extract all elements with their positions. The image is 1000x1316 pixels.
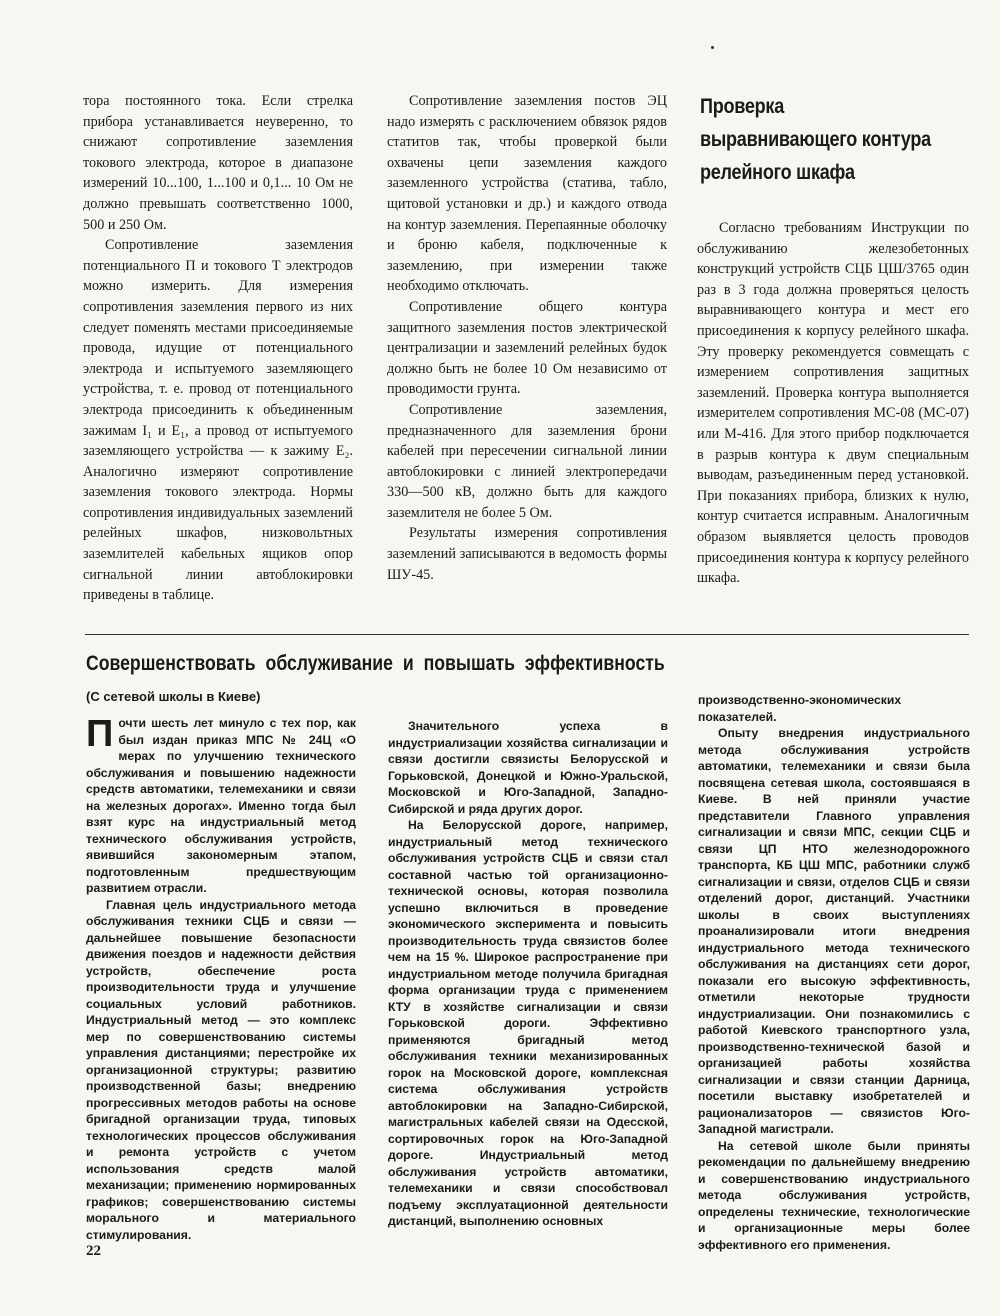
- paragraph: Результаты измерения сопротивления заземлений записываются в ведомость формы ШУ-45.: [387, 525, 667, 583]
- paragraph: Сопротивление общего контура защитного заземления постов электрической централизации и заземлений релейных будок должно быть не более 10 Ом независимо от проводимости грунта.: [387, 298, 667, 398]
- paragraph: тора постоянного тока. Если стрелка прибора устанавливается неуверенно, то снижают сопротивление заземления токового электрода, которое в диапазоне измерений 10...100, 1...100 и 0,1... 10 Ом не должно превышать соответственно 1000, 500 и 250 Ом.: [83, 93, 353, 233]
- paragraph-text: очти шесть лет минуло с тех пор, как был издан приказ МПС № 24Ц «О мерах по улучшению технического обслуживания и повышению надежности средств автоматики, телемеханики и связи на железных дорогах». Именно тогда был взят курс на индустриальный метод технического обслуживания устройств, явившийся закономерным этапом, подготовленным предшествующим развитием отрасли.: [86, 716, 356, 895]
- paragraph: На Белорусской дороге, например, индустриальный метод технического обслуживания устройств СЦБ и связи стал составной частью той организационно-технической основы, которая позволила успешно включиться в проведение экономического эксперимента и повысить производительность труда связистов более чем на 15 %. Широкое распространение при индустриальном методе получила бригадная форма организации труда с применением КТУ в хозяйстве сигнализации и связи Горьковской дороги. Эффективно применяются бригадный метод обслуживания техники механизированных горок на Московской дороге, комплексная система обслуживания устройств автоблокировки на Западно-Сибирской, магистральных кабелей связи на Одесской, сортировочных горок на Юго-Западной дороге. Индустриальный метод обслуживания устройств автоматики, телемеханики и связи способствовал подъему эксплуатационной деятельности дистанций, выполнению основных: [388, 818, 668, 1228]
- paragraph: Опыту внедрения индустриального метода обслуживания устройств автоматики, телемеханики и связи была посвящена сетевая школа, состоявшаяся в Киеве. В ней приняли участие представители Главного управления сигнализации и связи МПС, секции СЦБ и связи ЦП НТО железнодорожного транспорта, КБ ЦШ МПС, работники служб сигнализации и связи, отделов СЦБ и связи отделений дорог, дистанций. Участники школы в своих выступлениях проанализировали итоги внедрения индустриального метода технического обслуживания на дистанциях сети дорог, показали его высокую эффективность, отметили некоторые трудности индустриализации. Они познакомились с работой Киевского транспортного узла, производственно-технической базой и организацией работы хозяйства сигнализации и связи станции Дарница, посетили выставку изобретателей и рационализаторов — связистов Юго-Западной магистрали.: [698, 726, 970, 1136]
- paragraph: Сопротивление заземления постов ЭЦ надо измерять с расключением обвязок рядов статитов так, чтобы проверкой были охвачены цепи заземления каждого заземленного устройства (статива, табло, щитовой установки и др.) и каждого отвода на контур заземления. Перепаянные оболочку и броню кабеля, подключенные к заземлению, при измерении также необходимо отключать.: [387, 93, 667, 295]
- article-subtitle: (С сетевой школы в Киеве): [86, 689, 261, 704]
- top-column-3: [697, 218, 969, 589]
- article-column-2: [388, 718, 668, 1230]
- paragraph: производственно-экономических показателей.: [698, 693, 902, 724]
- section-divider: [85, 634, 969, 635]
- print-speck: [711, 46, 714, 49]
- paragraph: [86, 715, 356, 897]
- section-heading: Проверка выравнивающего контура релейного шкафа: [700, 95, 931, 184]
- paragraph: Главная цель индустриального метода обслуживания техники СЦБ и связи — дальнейшее повышение безопасности движения поездов и надежности действия устройств, обеспечение роста производительности труда и улучшение социальных условий работников. Индустриальный метод — это комплекс мер по совершенствованию системы управления дистанциями; перестройке их организационной структуры; развитию производственной базы; внедрению прогрессивных методов работы на основе бригадной организации труда, типовых технологических процессов обслуживания и ремонта устройств с учетом использования средств малой механизации; применению нормированных графиков; совершенствованию системы морального и материального стимулирования.: [86, 897, 356, 1242]
- article-column-1: [86, 715, 356, 1243]
- article-title: Совершенствовать обслуживание и повышать эффективность: [86, 652, 665, 675]
- paragraph: Значительного успеха в индустриализации хозяйства сигнализации и связи достигли связисты Белорусской и Горьковской, Донецкой и Южно-Уральской, Московской и Юго-Западной, Западно-Сибирской и ряда других дорог.: [388, 719, 668, 816]
- page-number: 22: [86, 1243, 101, 1259]
- paragraph: Сопротивление заземления потенциального П и токового Т электродов можно измерить. Для измерения сопротивления заземления первого из них следует поменять местами присоединяемые провода, идущие от потенциального электрода и испытуемого заземляющего устройства, т. е. провод от потенциального электрода присоединить к объединенным зажимам I₁ и E₁, а провод от испытуемого заземляющего устройства — к зажиму E₂. Аналогично измеряют сопротивление заземления токового электрода. Нормы сопротивления индивидуальных заземлений релейных шкафов, низковольтных заземлителей кабельных ящиков опор сигнальной линии автоблокировки приведены в таблице.: [83, 237, 353, 604]
- paragraph: На сетевой школе были приняты рекомендации по дальнейшему внедрению и совершенствованию индустриального метода обслуживания устройств, определены технические, технологические и организационные меры более эффективного его применения.: [698, 1138, 970, 1252]
- drop-cap: П: [86, 713, 114, 755]
- paragraph: Сопротивление заземления, предназначенного для заземления брони кабелей при пересечении сигнальной линии автоблокировки с линией электропередачи 330—500 кВ, должно быть для каждого заземлителя не более 5 Ом.: [387, 401, 667, 521]
- top-column-2: [387, 91, 667, 585]
- paragraph: Согласно требованиям Инструкции по обслуживанию железобетонных конструкций устройств СЦБ ЦШ/3765 один раз в 3 года должна проверяться целость выравнивающего контура и мест его присоединения к корпусу релейного шкафа. Эту проверку рекомендуется совмещать с измерением сопротивления защитных заземлений. Проверка контура выполняется измерителем сопротивления МС-08 (МС-07) или М-416. Для этого прибор подключается в разрыв контура к двум специальным выводам, разъединенным перед установкой. При показаниях прибора, близких к нулю, контур считается исправным. Аналогичным образом выявляется целость проводов присоединения контура к корпусу релейного шкафа.: [697, 220, 969, 587]
- article-column-3: [698, 692, 970, 1253]
- top-column-1: [83, 91, 353, 606]
